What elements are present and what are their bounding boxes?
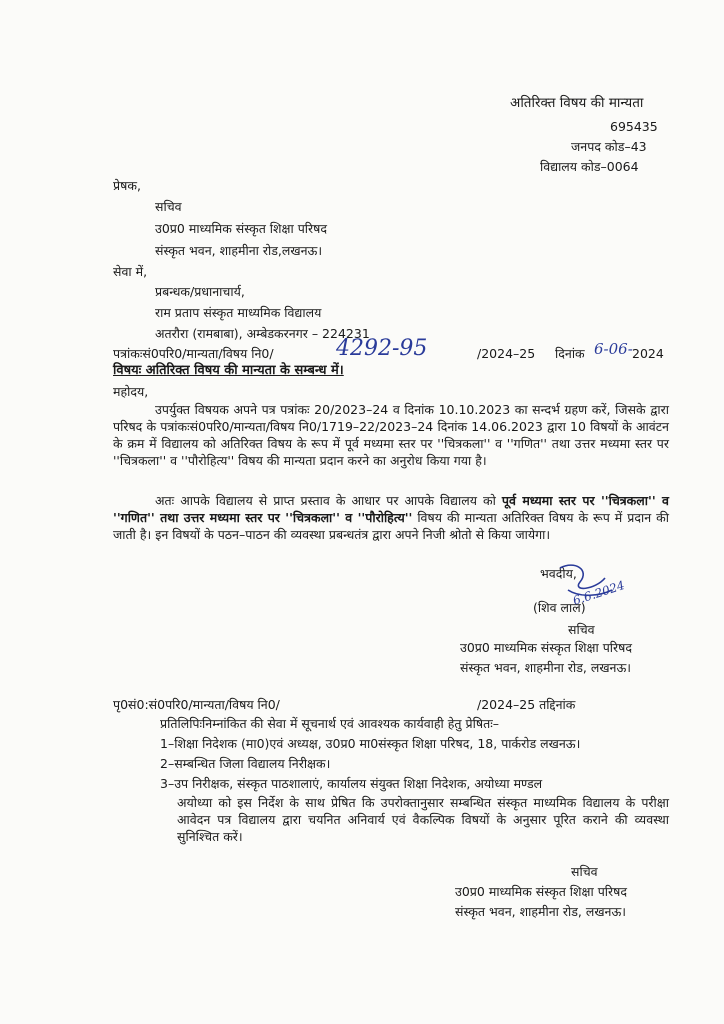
signatory2-designation: सचिव	[571, 864, 598, 879]
endorsement-item-2: 2–सम्बन्धित जिला विद्यालय निरीक्षक।	[160, 756, 331, 771]
endorsement-item-3: 3–उप निरीक्षक, संस्कृत पाठशालाएं, कार्यालय संयुक्त शिक्षा निदेशक, अयोध्या मण्डल	[160, 776, 543, 791]
subject-line: विषयः अतिरिक्त विषय की मान्यता के सम्बन्ध में।	[113, 363, 344, 378]
ref-year: /2024–25	[477, 346, 536, 361]
para2-text-b: विषय की मान्यता अतिरिक्त विषय के रूप में प्रदान की जाती है। इन विषयों के पठन–पाठन की व्यवस्था प्रबन्धतंत्र द्वारा अपने निजी श्रोतो से किया जायेगा।	[113, 510, 669, 542]
recipient-address: अतरौरा (रामबाबा), अम्बेडकरनगर – 224231	[155, 326, 370, 341]
endorsement-intro: प्रतिलिपिःनिम्नांकित की सेवा में सूचनार्थ एवं आवश्यक कार्यवाही हेतु प्रेषितः–	[160, 716, 499, 731]
recipient-label: सेवा में,	[113, 264, 148, 279]
letter-number: 695435	[610, 119, 658, 134]
endorsement-ref: पृ0सं0:सं0परि0/मान्यता/विषय नि0/	[113, 697, 280, 712]
sender-designation: सचिव	[155, 199, 182, 214]
signature-date: 6.6.2024	[571, 578, 627, 608]
signatory-address: संस्कृत भवन, शाहमीना रोड, लखनऊ।	[460, 660, 632, 675]
recipient-school: राम प्रताप संस्कृत माध्यमिक विद्यालय	[155, 305, 322, 320]
school-code: विद्यालय कोड–0064	[540, 159, 639, 174]
sender-address: संस्कृत भवन, शाहमीना रोड,लखनऊ।	[155, 243, 323, 258]
signatory2-address: संस्कृत भवन, शाहमीना रोड, लखनऊ।	[455, 904, 627, 919]
signatory-office: उ0प्र0 माध्यमिक संस्कृत शिक्षा परिषद	[460, 640, 633, 655]
subject-header: अतिरिक्त विषय की मान्यता	[510, 95, 644, 111]
date-year: 2024	[632, 346, 664, 361]
endorsement-ref-year: /2024–25 तद्दिनांक	[477, 697, 576, 712]
ref-prefix: पत्रांकःसं0परि0/मान्यता/विषय नि0/	[113, 346, 274, 361]
recipient-designation: प्रबन्धक/प्रधानाचार्य,	[155, 284, 245, 299]
handwritten-ref-number: 4292-95	[336, 336, 428, 361]
body-paragraph-1: उपर्युक्त विषयक अपने पत्र पत्रांकः 20/2023–24 व दिनांक 10.10.2023 का सन्दर्भ ग्रहण करें, जिसके द्वारा परिषद के पत्रांकःसं0परि0/मान्यता/विषय नि0/1719–22/2023–24 दिनांक 14.06.2023 द्वारा 10 विषयों के आवंटन के क्रम में विद्यालय को अतिरिक्त विषय के रूप में पूर्व मध्यमा स्तर पर ''चित्रकला'' व ''गणित'' तथा उत्तर मध्यमा स्तर पर ''चित्रकला'' व ''पौरोहित्य'' विषय की मान्यता प्रदान करने का अनुरोध किया गया है।	[113, 402, 669, 468]
signatory-designation: सचिव	[568, 622, 595, 637]
sender-label: प्रेषक,	[113, 178, 141, 193]
body-paragraph-2	[113, 492, 669, 543]
district-code: जनपद कोड–43	[571, 139, 647, 154]
endorsement-item-3-continued: अयोध्या को इस निर्देश के साथ प्रेषित कि उपरोक्तानुसार सम्बन्धित संस्कृत माध्यमिक विद्यालय के परीक्षा आवेदन पत्र विद्यालय द्वारा चयनित अनिवार्य एवं वैकल्पिक विषयों के अनुसार पूरित कराने की व्यवस्था सुनिश्चित करें।	[177, 795, 669, 844]
date-label: दिनांक	[555, 346, 585, 361]
signatory-name: (शिव लाल)	[533, 600, 586, 615]
sender-office: उ0प्र0 माध्यमिक संस्कृत शिक्षा परिषद	[155, 221, 328, 236]
handwritten-date: 6-06-	[594, 340, 633, 358]
para2-bold-subjects: पूर्व मध्यमा स्तर पर ''चित्रकला'' व ''गणित'' तथा उत्तर मध्यमा स्तर पर ''चित्रकला'' व ''पौरोहित्य''	[113, 493, 669, 525]
endorsement-item-1: 1–शिक्षा निदेशक (मा0)एवं अध्यक्ष, उ0प्र0 मा0संस्कृत शिक्षा परिषद, 18, पार्करोड लखनऊ।	[160, 736, 581, 751]
para2-text-a: अतः आपके विद्यालय से प्राप्त प्रस्ताव के आधार पर आपके विद्यालय को	[155, 493, 502, 508]
signatory2-office: उ0प्र0 माध्यमिक संस्कृत शिक्षा परिषद	[455, 884, 628, 899]
closing: भवदीय,	[540, 566, 577, 581]
salutation: महोदय,	[113, 384, 149, 399]
